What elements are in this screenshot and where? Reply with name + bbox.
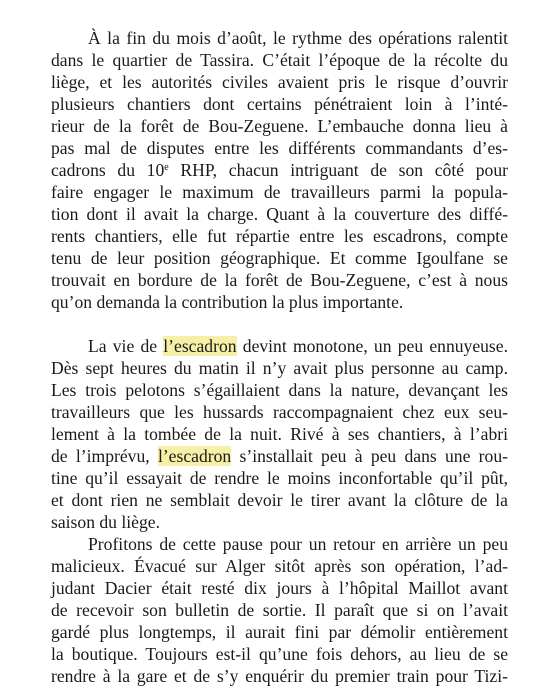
text-line (51, 445, 508, 467)
text-segment: devint monotone, un peu ennuyeuse. (236, 336, 508, 356)
text-line: tion dont il avait la charge. Quant à la couverture des diffé- (51, 204, 508, 224)
highlighted-word: l’escadron (163, 336, 237, 356)
text-line: et dont rien ne semblait devoir le tirer avant la clôture de la (51, 490, 508, 510)
text-line: Les trois pelotons s’égaillaient dans la nature, devançant les (51, 380, 508, 400)
text-line: travailleurs que les hussards raccompagnaient chez eux seu- (51, 402, 508, 422)
text-line: rendre à la gare et de s’y enquérir du premier train pour Tizi- (51, 666, 508, 686)
text-segment: cadrons du 10 (51, 160, 165, 180)
text-line: tine qu’il essayait de rendre le moins inconfortable qu’il pût, (51, 468, 508, 488)
text-line: plusieurs chantiers dont certains pénétraient loin à l’inté- (51, 94, 508, 114)
text-line: Dès sept heures du matin il n’y avait plus personne au camp. (51, 358, 508, 378)
text-line: malicieux. Évacué sur Alger sitôt après son opération, l’ad- (51, 556, 508, 576)
text-segment: RHP, chacun intriguant de son côté pour (168, 160, 508, 180)
text-line: gardé plus longtemps, il aurait fini par démolir entièrement (51, 622, 508, 642)
text-segment: de l’imprévu, (51, 446, 158, 466)
text-segment: La vie de (88, 336, 164, 356)
superscript: e (164, 162, 169, 173)
text-line (51, 159, 508, 181)
text-line: À la fin du mois d’août, le rythme des opérations ralentit (88, 28, 508, 48)
text-line: Profitons de cette pause pour un retour en arrière un peu (88, 534, 508, 554)
text-line: qu’on demanda la contribution la plus importante. (51, 292, 404, 312)
text-line (88, 335, 508, 357)
text-line: la boutique. Toujours est-il qu’une fois dehors, au lieu de se (51, 644, 508, 664)
text-line: liège, et les autorités civiles avaient pris le risque d’ouvrir (51, 72, 508, 92)
text-line: tenu de leur position géographique. Et comme Igoulfane se (51, 248, 508, 268)
text-line: dans le quartier de Tassira. C’était l’époque de la récolte du (51, 50, 508, 70)
text-line: rieur de la forêt de Bou-Zeguene. L’embauche donna lieu à (51, 116, 508, 136)
text-line: rents chantiers, elle fut répartie entre les escadrons, compte (51, 226, 508, 246)
text-line: faire engager le maximum de travailleurs parmi la popula- (51, 182, 508, 202)
highlighted-word: l’escadron (157, 446, 232, 466)
text-line: de recevoir son bulletin de sortie. Il paraît que si on l’avait (51, 600, 508, 620)
text-line: saison du liège. (51, 512, 160, 532)
text-line: trouvait en bordure de la forêt de Bou-Zeguene, c’est à nous (51, 270, 508, 290)
text-line: lement à la tombée de la nuit. Rivé à ses chantiers, à l’abri (51, 424, 508, 444)
text-line: pas mal de disputes entre les différents commandants d’es- (51, 138, 508, 158)
text-line: judant Dacier était resté dix jours à l’hôpital Maillot avant (51, 578, 508, 598)
text-segment: s’installait peu à peu dans une rou- (231, 446, 508, 466)
